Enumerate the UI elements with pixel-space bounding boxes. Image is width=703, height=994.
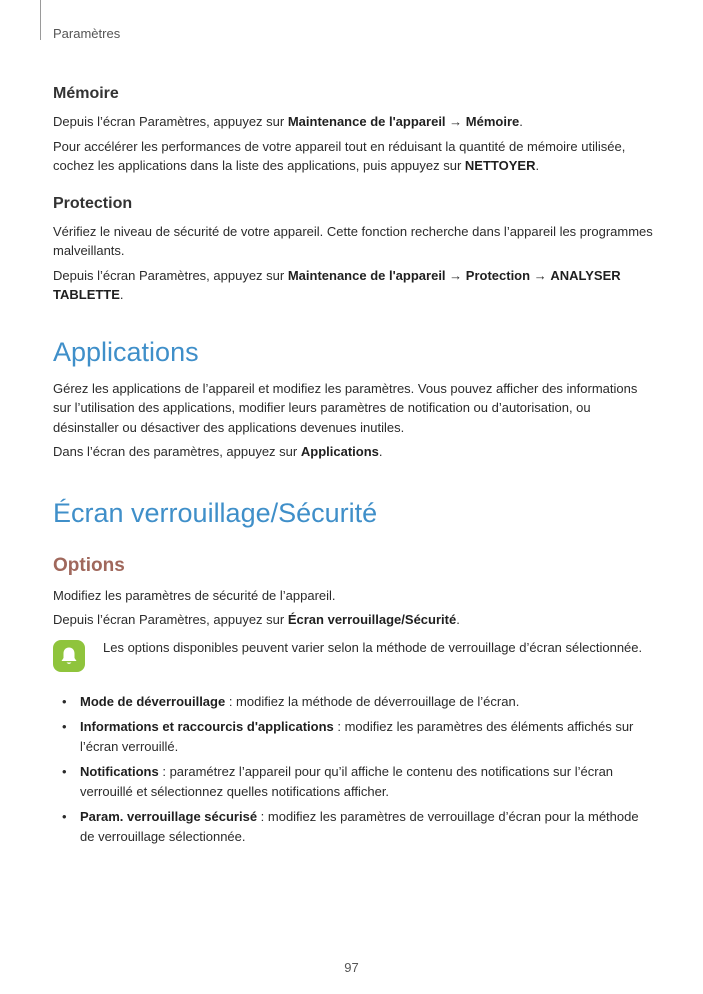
memoire-paragraph-1: Depuis l’écran Paramètres, appuyez sur Maintenance de l'appareil → Mémoire. [53, 114, 523, 129]
list-item: • Param. verrouillage sécurisé : modifiez les paramètres de verrouillage d’écran pour la méthode de verrouillage sélectionnée. [62, 809, 639, 844]
list-item: • Notifications : paramétrez l’appareil pour qu’il affiche le contenu des notifications sur l’écran verrouillé et sélectionnez quelles notifications afficher. [62, 764, 614, 799]
options-paragraph-2: Depuis l’écran Paramètres, appuyez sur Écran verrouillage/Sécurité. [53, 612, 460, 627]
header-divider [40, 0, 41, 40]
list-item: • Mode de déverrouillage : modifiez la méthode de déverrouillage de l’écran. [53, 692, 653, 712]
bell-icon [53, 640, 85, 672]
protection-paragraph-2: Depuis l’écran Paramètres, appuyez sur Maintenance de l'appareil → Protection → ANALYSER TABLETTE. [53, 267, 621, 302]
page-number: 97 [344, 960, 359, 975]
protection-paragraph-1: Vérifiez le niveau de sécurité de votre appareil. Cette fonction recherche dans l’appareil les programmes malveillants. [53, 223, 653, 258]
ecran-verrouillage-heading: Écran verrouillage/Sécurité [53, 497, 378, 528]
running-header: Paramètres [53, 26, 121, 41]
bullet-icon: • [62, 719, 67, 734]
memoire-heading: Mémoire [53, 85, 119, 102]
options-heading: Options [53, 554, 125, 576]
bullet-icon: • [62, 693, 67, 709]
note-box [53, 638, 653, 678]
applications-paragraph-1: Gérez les applications de l’appareil et modifiez les paramètres. Vous pouvez afficher des informations sur l’utilisation des applications, modifier leurs paramètres de notification ou d’autorisation, ou désinstaller ou désactiver des applications devenues inutiles. [53, 380, 638, 435]
list-item: • Informations et raccourcis d'applications : modifiez les paramètres des éléments affichés sur l’écran verrouillé. [62, 719, 634, 754]
applications-heading: Applications [53, 336, 199, 367]
memoire-paragraph-2: Pour accélérer les performances de votre appareil tout en réduisant la quantité de mémoire utilisée, cochez les applications dans la liste des applications, puis appuyez sur NETTOYER. [53, 138, 626, 173]
options-paragraph-1: Modifiez les paramètres de sécurité de l’appareil. [53, 587, 336, 603]
bullet-icon: • [62, 764, 67, 779]
bullet-icon: • [62, 809, 67, 824]
options-list [53, 692, 653, 847]
note-text: Les options disponibles peuvent varier selon la méthode de verrouillage d’écran sélectionnée. [103, 639, 643, 655]
applications-paragraph-2: Dans l’écran des paramètres, appuyez sur Applications. [53, 444, 383, 459]
protection-heading: Protection [53, 194, 133, 212]
page-content [53, 84, 653, 852]
